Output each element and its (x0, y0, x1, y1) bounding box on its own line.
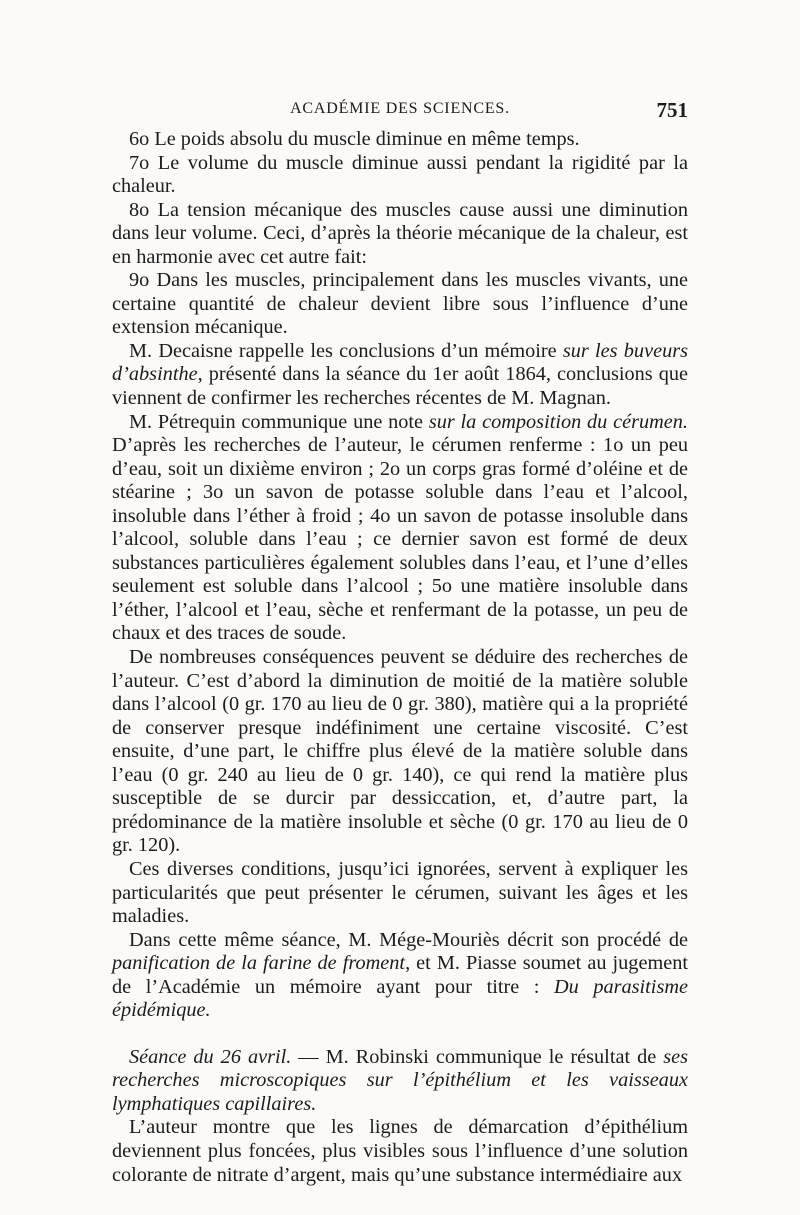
paragraph-decaisne (112, 340, 688, 411)
page-number: 751 (656, 98, 688, 122)
text-run: 6o Le poids absolu du muscle diminue en même temps. (129, 128, 580, 150)
text-run: — M. Robinski communique le résultat de (291, 1045, 664, 1068)
body-text (112, 128, 688, 1187)
paragraph-robinski-continued (112, 1116, 688, 1187)
text-run: Ces diverses conditions, jusqu’ici ignorées, servent à expliquer les particularités que peut présenter le cérumen, suivant les âges et les maladies. (112, 857, 688, 928)
text-run: D’après les recherches de l’auteur, le cérumen renferme : 1o un peu d’eau, soit un dixième environ ; 2o un corps gras formé d’oléine et de stéarine ; 3o un savon de potasse soluble dans l’eau et l’alcool, insoluble dans l’éther à froid ; 4o un savon de potasse insoluble dans l’alcool, soluble dans l’eau ; ce dernier savon est formé de deux substances particulières également solubles dans l’eau, et l’une d’elles seulement est soluble dans l’alcool ; 5o une matière insoluble dans l’éther, l’alcool et l’eau, sèche et renfermant de la potasse, un peu de chaux et des traces de soude. (112, 434, 688, 645)
text-run: , présenté dans la séance du 1er août 1864, conclusions que viennent de confirmer les recherches récentes de M. Magnan. (112, 363, 688, 410)
text-run: 7o Le volume du muscle diminue aussi pendant la rigidité par la chaleur. (112, 151, 688, 198)
italic-title: sur la composition du cérumen. (428, 410, 688, 433)
text-run: L’auteur montre que les lignes de démarcation d’épithélium deviennent plus foncées, plus visibles sous l’influence d’une solution colorante de nitrate d’argent, mais qu’une substance intermédiaire aux (112, 1116, 688, 1186)
running-head (112, 98, 688, 124)
italic-title: panification de la farine de froment (112, 952, 406, 975)
paragraph-item-9 (112, 269, 688, 340)
text-run: , et M. Piasse soumet au jugement de l’Académie un mémoire ayant pour titre : (112, 952, 689, 998)
paragraph-item-8 (112, 199, 688, 270)
running-head-title: ACADÉMIE DES SCIENCES. (290, 100, 510, 117)
paragraph-seance-26-avril (112, 1046, 688, 1117)
italic-title: sur les buveurs d’absinthe (112, 339, 688, 386)
italic-session-date: Séance du 26 avril. (129, 1045, 292, 1068)
paragraph-item-6 (112, 128, 688, 152)
italic-title: Du parasitisme épidémique. (112, 975, 688, 1022)
italic-title: ses recherches microscopiques sur l’épithélium et les vaisseaux lymphatiques capillaires. (112, 1045, 688, 1115)
text-run: M. Pétrequin communique une note (129, 410, 429, 433)
text-run: De nombreuses conséquences peuvent se déduire des recherches de l’auteur. C’est d’abord la diminution de moitié de la matière soluble dans l’alcool (0 gr. 170 au lieu de 0 gr. 380), matière qui a la propriété de conserver presque indéfiniment une certaine viscosité. C’est ensuite, d’une part, le chiffre plus élevé de la matière soluble dans l’eau (0 gr. 240 au lieu de 0 gr. 140), ce qui rend la matière plus susceptible de se durcir par dessiccation, et, d’autre part, la prédominance de la matière insoluble et sèche (0 gr. 170 au lieu de 0 gr. 120). (112, 646, 688, 857)
paragraph-consequences (112, 646, 688, 858)
paragraph-mege-mouries (112, 929, 688, 1023)
paragraph-conditions (112, 858, 688, 929)
text-run: M. Decaisne rappelle les conclusions d’un mémoire (129, 339, 563, 362)
paragraph-petrequin (112, 411, 688, 646)
text-run: 9o Dans les muscles, principalement dans les muscles vivants, une certaine quantité de chaleur devient libre sous l’influence d’une extension mécanique. (112, 269, 688, 339)
text-run: Dans cette même séance, M. Mége-Mouriès décrit son procédé de (129, 928, 688, 951)
paragraph-item-7 (112, 152, 688, 199)
text-run: 8o La tension mécanique des muscles cause aussi une diminution dans leur volume. Ceci, d’après la théorie mécanique de la chaleur, est en harmonie avec cet autre fait: (112, 198, 688, 268)
